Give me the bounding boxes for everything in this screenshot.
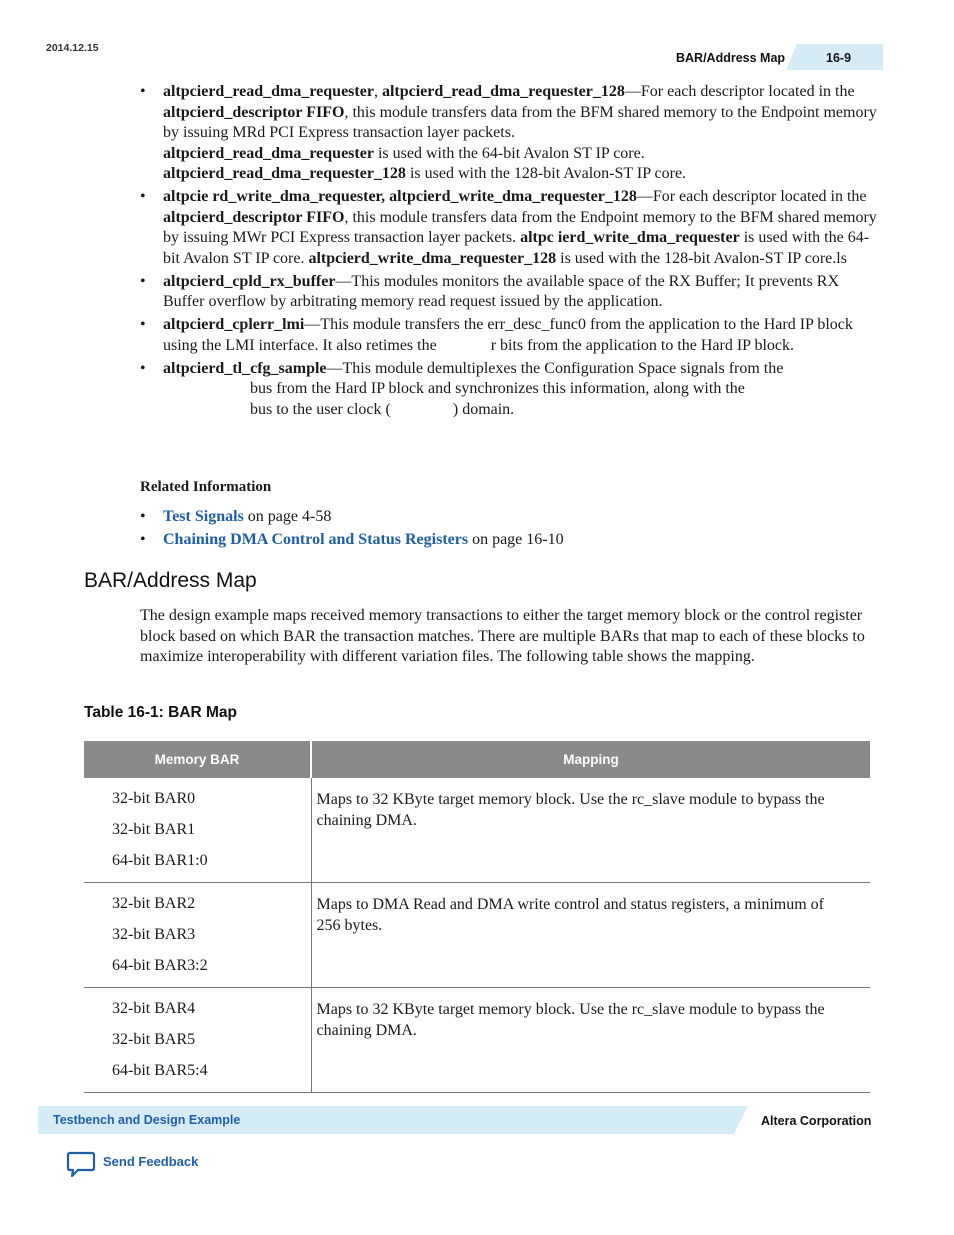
bullet-icon: • bbox=[140, 359, 146, 377]
module-name: altpcierd_read_dma_requester_128 bbox=[381, 83, 625, 100]
bar-entry: 32-bit BAR5 bbox=[112, 1031, 196, 1048]
module-name: altpcierd_write_dma_requester_128 bbox=[308, 249, 557, 267]
table-caption: Table 16-1: BAR Map bbox=[84, 704, 238, 721]
page-reference: on page 4-58 bbox=[243, 508, 332, 525]
text: , this module transfers data from the Endpoint memory to the BFM shared memory by issuing MWr PCI Express transaction layer packets. bbox=[163, 208, 877, 246]
list-item bbox=[140, 315, 880, 356]
module-name: altpcierd_descriptor FIFO bbox=[163, 103, 345, 121]
bullet-icon: • bbox=[140, 272, 146, 290]
bar-entry: 32-bit BAR0 bbox=[112, 790, 196, 807]
table-row bbox=[84, 778, 870, 883]
send-feedback-link[interactable]: Send Feedback bbox=[103, 1154, 199, 1169]
text: bus to the user clock ( bbox=[250, 400, 391, 418]
bullet-icon: • bbox=[140, 83, 146, 100]
footer-company: Altera Corporation bbox=[761, 1114, 872, 1128]
bar-entry: 64-bit BAR3:2 bbox=[112, 957, 208, 974]
section-heading: BAR/Address Map bbox=[84, 569, 257, 592]
column-header-memory-bar: Memory BAR bbox=[84, 741, 311, 778]
footer-band-slant bbox=[734, 1106, 748, 1134]
bar-entry: 32-bit BAR2 bbox=[112, 895, 196, 912]
header-section-title: BAR/Address Map bbox=[676, 51, 786, 65]
module-name: altpcierd_read_dma_requester_128 bbox=[163, 165, 406, 182]
text: is used with the 128-bit Avalon-ST IP core. bbox=[405, 165, 687, 182]
list-item bbox=[140, 82, 880, 185]
text: is used with the 64-bit Avalon ST IP core. bbox=[373, 144, 645, 162]
page-reference: on page 16-10 bbox=[468, 531, 564, 548]
bullet-icon: • bbox=[140, 188, 146, 205]
text: —For each descriptor located in the bbox=[636, 188, 867, 205]
list-item bbox=[140, 507, 880, 528]
bar-map-table bbox=[84, 741, 870, 1093]
text: , bbox=[373, 83, 382, 100]
text: —This module transfers the err_desc_func0 from the application to the Hard IP block using the LMI interface. It also retimes the bbox=[163, 316, 853, 354]
module-name: altpcierd_cpld_rx_buffer bbox=[163, 272, 336, 290]
table-row bbox=[84, 988, 870, 1093]
related-links-list bbox=[140, 507, 880, 553]
header-tab-slant bbox=[786, 44, 797, 70]
related-information-heading: Related Information bbox=[140, 479, 272, 495]
column-header-mapping: Mapping bbox=[311, 741, 870, 778]
table-header-row bbox=[84, 741, 870, 778]
module-name: altpcie rd_write_dma_requester, altpcierd_write_dma_requester_128 bbox=[163, 188, 637, 205]
module-name: altpcierd_descriptor FIFO bbox=[163, 208, 345, 226]
mapping-cell: Maps to DMA Read and DMA write control and status registers, a minimum of 256 bytes. bbox=[311, 883, 870, 988]
list-item bbox=[140, 272, 880, 313]
header-page-number: 16-9 bbox=[826, 51, 852, 65]
footer-chapter-title: Testbench and Design Example bbox=[53, 1113, 241, 1127]
bar-entry: 32-bit BAR3 bbox=[112, 926, 196, 943]
speech-bubble-icon[interactable] bbox=[66, 1150, 96, 1178]
text: is used with the 128-bit Avalon-ST IP core.ls bbox=[556, 249, 847, 267]
memory-bar-cell bbox=[84, 778, 311, 883]
text: ) domain. bbox=[452, 400, 515, 418]
bullet-icon: • bbox=[140, 531, 146, 548]
module-name: altpcierd_read_dma_requester bbox=[163, 83, 374, 100]
memory-bar-cell bbox=[84, 883, 311, 988]
module-name: altpcierd_tl_cfg_sample bbox=[163, 359, 327, 377]
memory-bar-cell bbox=[84, 988, 311, 1093]
intro-paragraph: The design example maps received memory transactions to either the target memory block or the control register block based on which BAR the transaction matches. There are multiple BARs that map to each of these blocks to maximize interoperability with different variation files. The following table shows the mapping. bbox=[140, 607, 865, 666]
bar-entry: 32-bit BAR4 bbox=[112, 1000, 196, 1017]
bullet-icon: • bbox=[140, 316, 146, 333]
chaining-dma-registers-link[interactable]: Chaining DMA Control and Status Registers bbox=[163, 531, 469, 548]
text: —This module demultiplexes the Configuration Space signals from the bbox=[326, 359, 784, 377]
module-name: altpc ierd_write_dma_requester bbox=[520, 229, 740, 246]
table-row bbox=[84, 883, 870, 988]
bullet-icon: • bbox=[140, 508, 146, 525]
list-item bbox=[140, 530, 880, 551]
module-name: altpcierd_cplerr_lmi bbox=[163, 316, 305, 333]
module-bullet-list bbox=[140, 82, 880, 423]
bar-entry: 32-bit BAR1 bbox=[112, 821, 196, 838]
text: —This modules monitors the available space of the RX Buffer; It prevents RX Buffer overflow by arbitrating memory read request issued by the application. bbox=[163, 272, 840, 310]
text: —For each descriptor located in the bbox=[624, 83, 855, 100]
mapping-cell: Maps to 32 KByte target memory block. Use the rc_slave module to bypass the chaining DMA. bbox=[311, 988, 870, 1093]
bar-entry: 64-bit BAR1:0 bbox=[112, 852, 208, 869]
list-item bbox=[140, 187, 880, 269]
text: is used with the 64-bit Avalon ST IP core. bbox=[163, 229, 870, 267]
module-name: altpcierd_read_dma_requester bbox=[163, 144, 374, 162]
text: r bits from the application to the Hard IP block. bbox=[490, 336, 795, 354]
bar-entry: 64-bit BAR5:4 bbox=[112, 1062, 208, 1079]
mapping-cell: Maps to 32 KByte target memory block. Use the rc_slave module to bypass the chaining DMA. bbox=[311, 778, 870, 883]
text: , this module transfers data from the BFM shared memory to the Endpoint memory by issuing MRd PCI Express transaction layer packets. bbox=[163, 103, 877, 141]
test-signals-link[interactable]: Test Signals bbox=[163, 508, 244, 525]
list-item bbox=[140, 359, 880, 421]
text: bus from the Hard IP block and synchronizes this information, along with the bbox=[250, 380, 745, 397]
header-date: 2014.12.15 bbox=[46, 42, 99, 54]
